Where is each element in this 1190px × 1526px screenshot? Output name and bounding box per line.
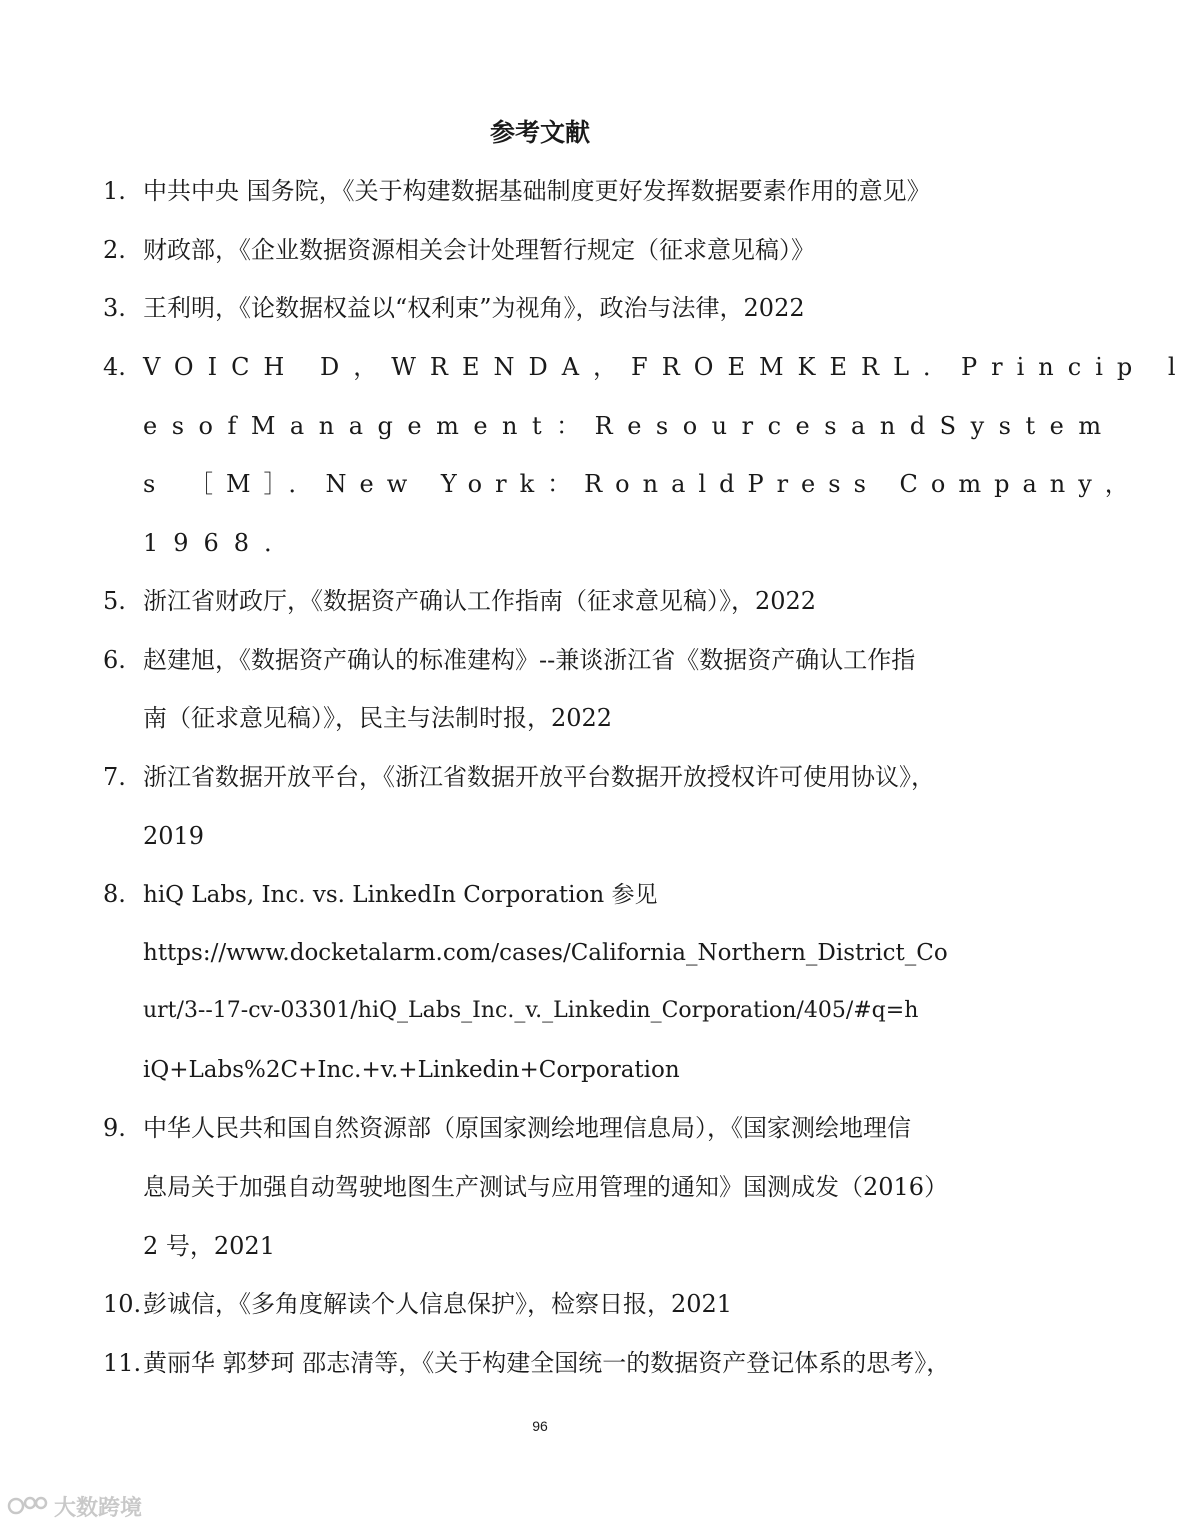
reference-continuation: 2 号，2021 [143, 1232, 275, 1260]
reference-item [103, 173, 931, 209]
reference-number: 1. [103, 177, 126, 205]
reference-number: 10. [103, 1290, 142, 1318]
reference-item [103, 1286, 732, 1322]
reference-number: 4. [103, 353, 126, 381]
reference-item [103, 642, 915, 678]
reference-number: 7. [103, 763, 126, 791]
reference-number: 8. [103, 880, 126, 908]
reference-text: 赵建旭，《数据资产确认的标准建构》--兼谈浙江省《数据资产确认工作指 [143, 646, 916, 674]
reference-text: 浙江省财政厅，《数据资产确认工作指南（征求意见稿）》，2022 [143, 587, 817, 615]
reference-url-line[interactable]: https://www.docketalarm.com/cases/California_Northern_District_Co [143, 940, 948, 966]
reference-continuation: 2019 [143, 822, 205, 850]
watermark [8, 1490, 142, 1522]
reference-continuation: s ［M］．New York：RonaldPress Company， [143, 470, 1142, 498]
reference-number: 5. [103, 587, 126, 615]
reference-item [103, 1345, 950, 1381]
reference-item [103, 290, 805, 326]
reference-url-line[interactable]: iQ+Labs%2C+Inc.+v.+Linkedin+Corporation [143, 1057, 680, 1083]
reference-continuation: 息局关于加强自动驾驶地图生产测试与应用管理的通知》国测成发（2016） [143, 1173, 949, 1201]
reference-text: 中华人民共和国自然资源部（原国家测绘地理信息局），《国家测绘地理信 [143, 1114, 911, 1142]
reference-item [103, 1110, 911, 1146]
page-title: 参考文献 [489, 118, 590, 147]
reference-item [103, 759, 935, 795]
reference-continuation: 南（征求意见稿）》，民主与法制时报，2022 [143, 704, 613, 732]
reference-text: VOICH D，WRENDA，FROEMKERL．Princip l [143, 353, 1190, 381]
reference-item [103, 583, 816, 619]
reference-number: 6. [103, 646, 126, 674]
reference-item [103, 232, 815, 268]
reference-continuation: esofManagement：ResourcesandSystem [143, 412, 1116, 440]
reference-number: 2. [103, 236, 126, 264]
reference-text: 王利明，《论数据权益以“权利束”为视角》，政治与法律，2022 [143, 294, 805, 322]
reference-number: 3. [103, 294, 126, 322]
reference-number: 9. [103, 1114, 126, 1142]
reference-text: 彭诚信，《多角度解读个人信息保护》，检察日报，2021 [143, 1290, 733, 1318]
reference-text: hiQ Labs, Inc. vs. LinkedIn Corporation 参见 [143, 882, 658, 908]
reference-number: 11. [103, 1349, 142, 1377]
watermark-logo-icon [8, 1493, 48, 1519]
reference-url-line[interactable]: urt/3--17-cv-03301/hiQ_Labs_Inc._v._Linkedin_Corporation/405/#q=h [143, 998, 919, 1023]
reference-continuation: 1968． [143, 529, 304, 557]
reference-text: 财政部，《企业数据资源相关会计处理暂行规定（征求意见稿）》 [143, 236, 815, 264]
reference-item [103, 349, 1190, 385]
reference-item [103, 876, 658, 912]
reference-text: 黄丽华 郭梦珂 邵志清等，《关于构建全国统一的数据资产登记体系的思考》， [143, 1349, 951, 1377]
watermark-text: 大数跨境 [54, 1495, 143, 1521]
page-number: 96 [532, 1418, 548, 1434]
reference-text: 浙江省数据开放平台，《浙江省数据开放平台数据开放授权许可使用协议》， [143, 763, 935, 791]
reference-text: 中共中央 国务院，《关于构建数据基础制度更好发挥数据要素作用的意见》 [143, 177, 931, 205]
